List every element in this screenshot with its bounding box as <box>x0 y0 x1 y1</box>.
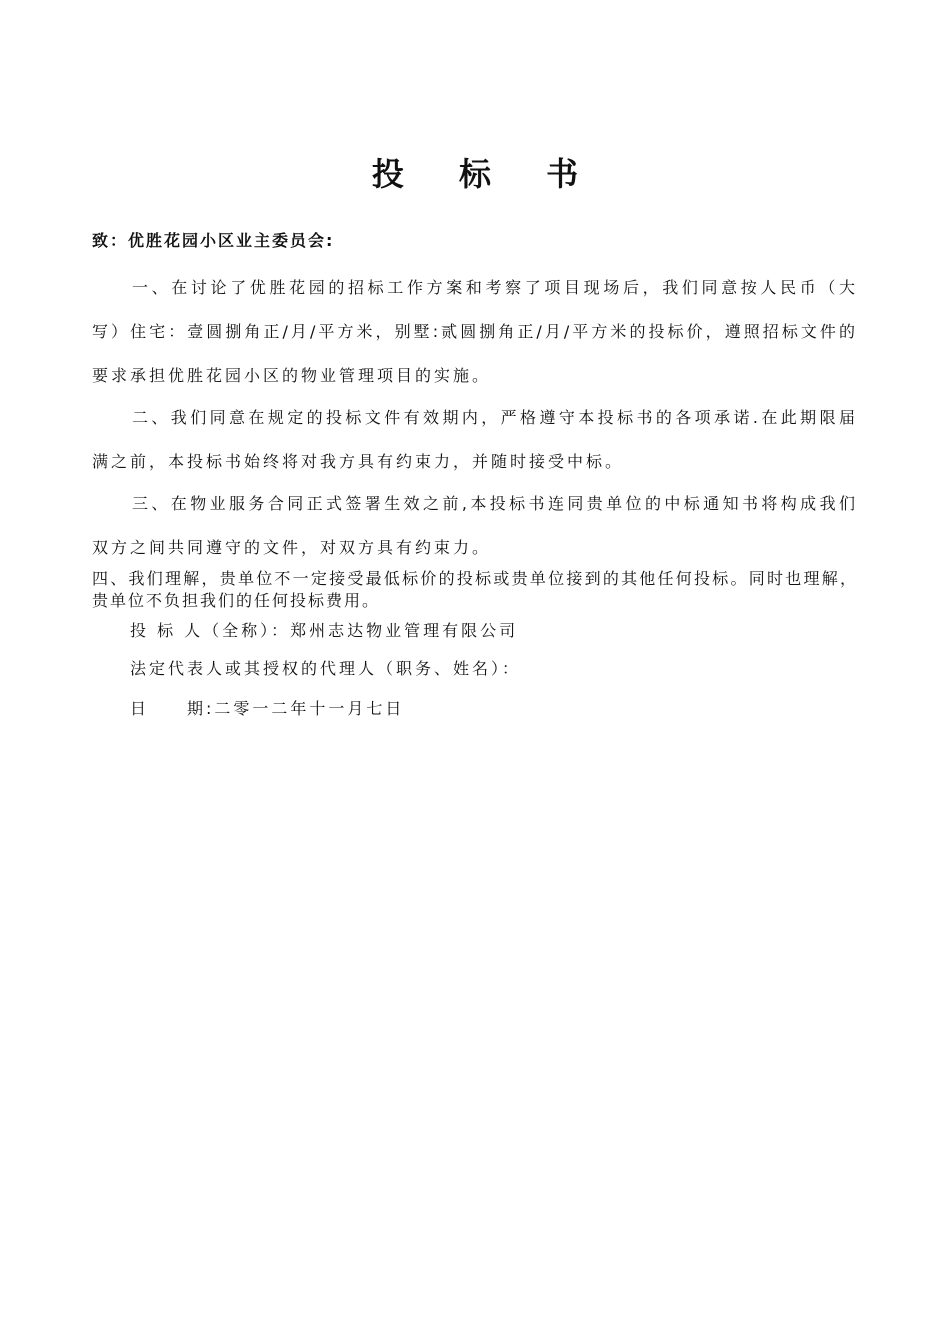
date-line: 日 期:二零一二年十一月七日 <box>130 699 405 718</box>
document-title: 投 标 书 <box>371 155 601 193</box>
paragraph-2: 二、我们同意在规定的投标文件有效期内，严格遵守本投标书的各项承诺.在此期限届满之前，本投标书始终将对我方具有约束力，并随时接受中标。 <box>92 408 858 471</box>
paragraph-4: 四、我们理解，贵单位不一定接受最低标价的投标或贵单位接到的其他任何投标。同时也理解，贵单位不负担我们的任何投标费用。 <box>92 569 858 610</box>
addressee-line: 致：优胜花园小区业主委员会: <box>92 231 335 250</box>
bidder-name-line: 投 标 人（全称）：郑州志达物业管理有限公司 <box>130 621 519 640</box>
paragraph-1: 一、在讨论了优胜花园的招标工作方案和考察了项目现场后，我们同意按人民币（大写）住宅：壹圆捌角正/月/平方米，别墅:贰圆捌角正/月/平方米的投标价，遵照招标文件的要求承担优胜花园小区的物业管理项目的实施。 <box>92 278 858 385</box>
representative-line: 法定代表人或其授权的代理人（职务、姓名）： <box>130 659 522 678</box>
paragraph-3: 三、在物业服务合同正式签署生效之前,本投标书连同贵单位的中标通知书将构成我们双方之间共同遵守的文件，对双方具有约束力。 <box>92 494 858 557</box>
